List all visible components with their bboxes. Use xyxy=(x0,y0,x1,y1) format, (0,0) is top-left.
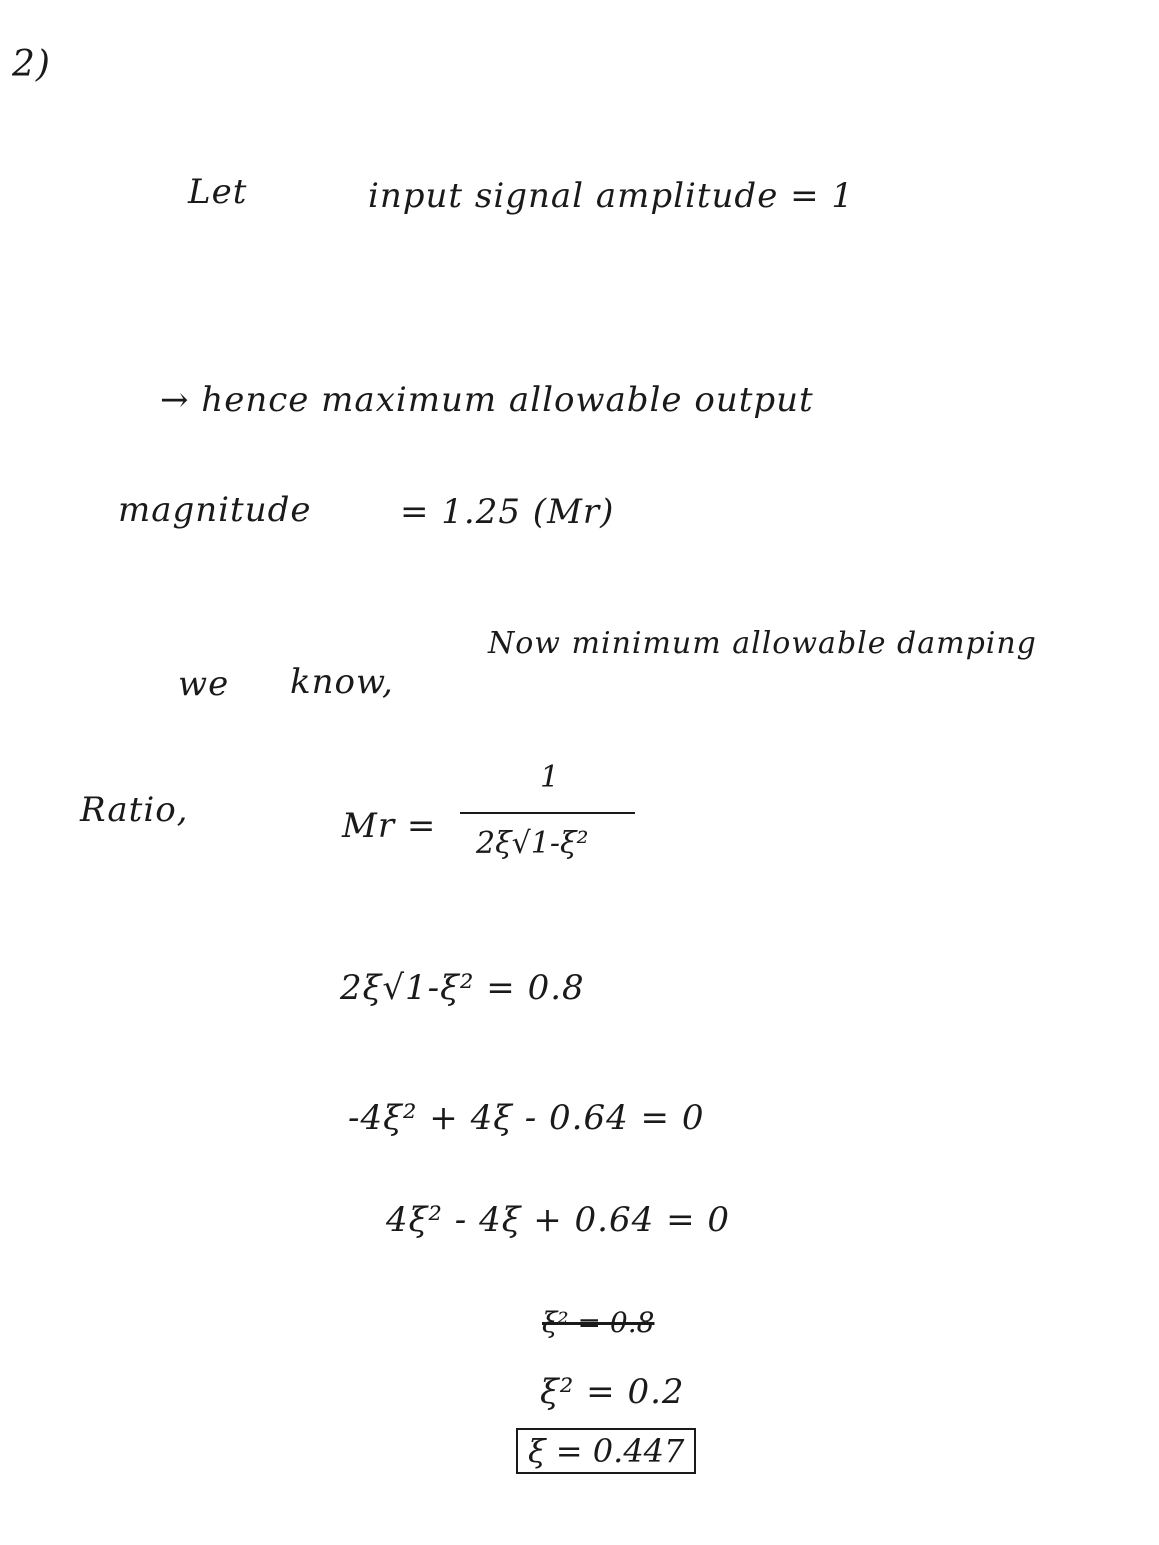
magnitude-value: = 1.25 (Mr) xyxy=(400,492,615,532)
magnitude-word: magnitude xyxy=(118,490,312,530)
mr-fraction xyxy=(460,760,640,880)
let-word: Let xyxy=(188,172,248,212)
xi-squared-result: ξ² = 0.2 xyxy=(540,1372,685,1412)
mr-denominator: 2ξ√1-ξ² xyxy=(476,826,589,861)
fraction-bar xyxy=(460,812,635,814)
question-number: 2) xyxy=(12,44,51,85)
quadratic-equation-2: 4ξ² - 4ξ + 0.64 = 0 xyxy=(386,1200,730,1240)
mr-lhs: Mr = xyxy=(342,806,437,846)
struck-out-equation: ξ² = 0.8 xyxy=(542,1306,655,1339)
mr-numerator: 1 xyxy=(540,760,560,795)
input-amplitude-statement: input signal amplitude = 1 xyxy=(368,176,855,216)
equation-0-8: 2ξ√1-ξ² = 0.8 xyxy=(340,968,585,1008)
ratio-label: Ratio, xyxy=(80,790,189,830)
hence-statement: → hence maximum allowable output xyxy=(160,380,814,420)
we-word: we xyxy=(178,664,230,704)
know-word: know, xyxy=(290,662,394,702)
quadratic-equation-1: -4ξ² + 4ξ - 0.64 = 0 xyxy=(348,1098,705,1138)
damping-statement: Now minimum allowable damping xyxy=(488,626,1037,661)
final-answer-box: ξ = 0.447 xyxy=(516,1428,696,1474)
